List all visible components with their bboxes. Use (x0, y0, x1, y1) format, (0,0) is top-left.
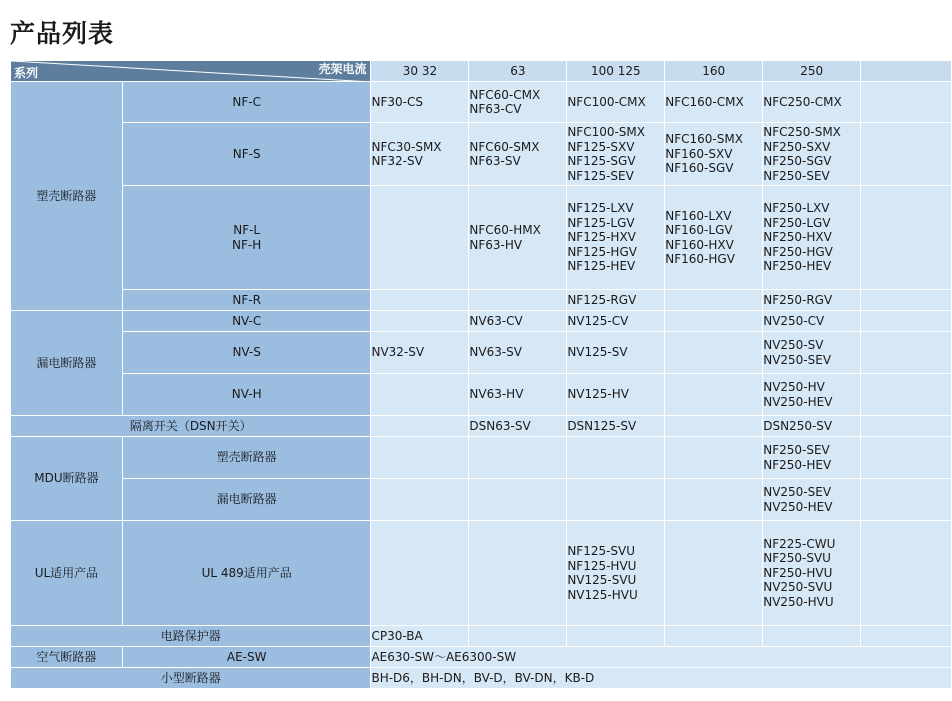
cell: NV125-SV (567, 332, 665, 374)
table-row (11, 332, 952, 374)
cell (371, 311, 469, 332)
cell (861, 311, 952, 332)
frame-current-label: 壳架电流 (318, 62, 367, 76)
group-mcb: 小型断路器 (11, 668, 371, 689)
cell (665, 521, 763, 626)
series-nf-s: NF-S (122, 123, 371, 186)
table-row (11, 668, 952, 689)
header-diagonal (11, 61, 371, 82)
cell (371, 479, 469, 521)
cell: DSN63-SV (469, 416, 567, 437)
cell: NF125-LXV NF125-LGV NF125-HXV NF125-HGV NF125-HEV (567, 186, 665, 290)
cell (567, 479, 665, 521)
cell (469, 626, 567, 647)
group-mdu: MDU断路器 (11, 437, 123, 521)
cell: NF250-RGV (763, 290, 861, 311)
cell (861, 416, 952, 437)
cell (567, 437, 665, 479)
series-mdu-mccb: 塑壳断路器 (122, 437, 371, 479)
table-row (11, 374, 952, 416)
cell: NF160-LXV NF160-LGV NF160-HXV NF160-HGV (665, 186, 763, 290)
series-label: 系列 (14, 65, 39, 80)
cell: NFC60-HMX NF63-HV (469, 186, 567, 290)
col-header-250: 250 (763, 61, 861, 82)
cell: NFC100-SMX NF125-SXV NF125-SGV NF125-SEV (567, 123, 665, 186)
cell (371, 416, 469, 437)
cell: NFC60-CMX NF63-CV (469, 82, 567, 123)
acb-range: AE630-SW～AE6300-SW (371, 647, 952, 668)
cell (861, 332, 952, 374)
cell: NV125-HV (567, 374, 665, 416)
mcb-models: BH-D6，BH-DN，BV-D，BV-DN，KB-D (371, 668, 952, 689)
cell: NFC250-SMX NF250-SXV NF250-SGV NF250-SEV (763, 123, 861, 186)
series-nf-l-h: NF-L NF-H (122, 186, 371, 290)
table-row (11, 647, 952, 668)
col-header-extra (861, 61, 952, 82)
cell: NV250-SEV NV250-HEV (763, 479, 861, 521)
cell (665, 626, 763, 647)
cell (763, 626, 861, 647)
cell: NV250-CV (763, 311, 861, 332)
cell: NV63-HV (469, 374, 567, 416)
cell (665, 311, 763, 332)
cell (861, 374, 952, 416)
series-ae-sw: AE-SW (122, 647, 371, 668)
cell: NV63-SV (469, 332, 567, 374)
table-row (11, 186, 952, 290)
series-nv-s: NV-S (122, 332, 371, 374)
cell: CP30-BA (371, 626, 469, 647)
cell: DSN125-SV (567, 416, 665, 437)
cell (371, 437, 469, 479)
cell (665, 479, 763, 521)
cell: NV63-CV (469, 311, 567, 332)
cell (665, 290, 763, 311)
cell: DSN250-SV (763, 416, 861, 437)
cell (861, 186, 952, 290)
table-row (11, 521, 952, 626)
series-mdu-elcb: 漏电断路器 (122, 479, 371, 521)
series-nf-r: NF-R (122, 290, 371, 311)
series-nf-c: NF-C (122, 82, 371, 123)
col-header-30: 30 32 (371, 61, 469, 82)
cell (469, 479, 567, 521)
cell (371, 290, 469, 311)
cell (469, 290, 567, 311)
cell: NF225-CWU NF250-SVU NF250-HVU NV250-SVU NV250-HVU (763, 521, 861, 626)
cell: NFC100-CMX (567, 82, 665, 123)
header-row (11, 61, 952, 82)
cell: NV32-SV (371, 332, 469, 374)
cell (469, 521, 567, 626)
col-header-160: 160 (665, 61, 763, 82)
page-title: 产品列表 (10, 19, 115, 48)
cell: NF250-SEV NF250-HEV (763, 437, 861, 479)
table-row (11, 437, 952, 479)
cell: NFC160-SMX NF160-SXV NF160-SGV (665, 123, 763, 186)
series-nv-c: NV-C (122, 311, 371, 332)
cell (371, 521, 469, 626)
group-elcb: 漏电断路器 (11, 311, 123, 416)
cell: NF125-RGV (567, 290, 665, 311)
group-ul: UL适用产品 (11, 521, 123, 626)
cell (665, 332, 763, 374)
cell (469, 437, 567, 479)
series-ul489: UL 489适用产品 (122, 521, 371, 626)
table-row (11, 416, 952, 437)
cell: NF30-CS (371, 82, 469, 123)
cell (861, 479, 952, 521)
cell: NV250-SV NV250-SEV (763, 332, 861, 374)
cell: NFC60-SMX NF63-SV (469, 123, 567, 186)
col-header-100: 100 125 (567, 61, 665, 82)
table-row (11, 123, 952, 186)
col-header-63: 63 (469, 61, 567, 82)
cell (861, 521, 952, 626)
table-row (11, 626, 952, 647)
cell: NV125-CV (567, 311, 665, 332)
cell: NF125-SVU NF125-HVU NV125-SVU NV125-HVU (567, 521, 665, 626)
product-table (10, 60, 952, 689)
cell: NF250-LXV NF250-LGV NF250-HXV NF250-HGV NF250-HEV (763, 186, 861, 290)
cell: NFC250-CMX (763, 82, 861, 123)
cell: NFC160-CMX (665, 82, 763, 123)
table-row (11, 82, 952, 123)
cell (861, 437, 952, 479)
cell (861, 123, 952, 186)
group-mccb: 塑壳断路器 (11, 82, 123, 311)
table-row (11, 290, 952, 311)
cell (861, 82, 952, 123)
header-corner (11, 61, 371, 82)
group-acb: 空气断路器 (11, 647, 123, 668)
cell: NFC30-SMX NF32-SV (371, 123, 469, 186)
table-row (11, 479, 952, 521)
cell (371, 186, 469, 290)
group-dsn: 隔离开关（DSN开关） (11, 416, 371, 437)
cell: NV250-HV NV250-HEV (763, 374, 861, 416)
cell (665, 416, 763, 437)
group-cp: 电路保护器 (11, 626, 371, 647)
cell (567, 626, 665, 647)
cell (371, 374, 469, 416)
cell (665, 437, 763, 479)
cell (665, 374, 763, 416)
cell (861, 626, 952, 647)
cell (861, 290, 952, 311)
table-row (11, 311, 952, 332)
series-nv-h: NV-H (122, 374, 371, 416)
